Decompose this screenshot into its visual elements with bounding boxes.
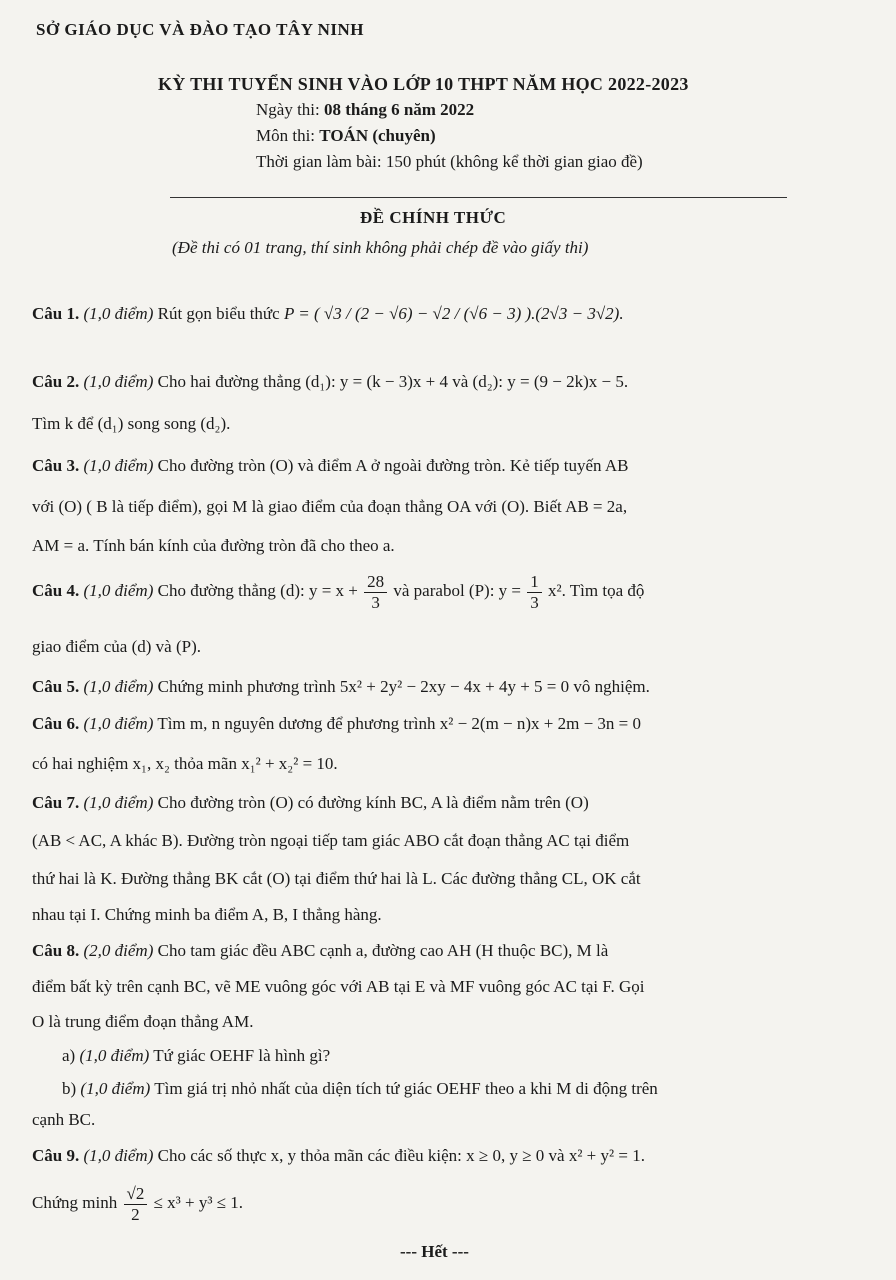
question-8a-text: Tứ giác OEHF là hình gì? (153, 1046, 331, 1065)
exam-date-label: Ngày thi: (256, 100, 324, 119)
exam-subject-label: Môn thi: (256, 126, 320, 145)
question-3-line-1: Cho đường tròn (O) và điểm A ở ngoài đường tròn. Kẻ tiếp tuyến AB (157, 456, 629, 475)
question-8a-label: a) (62, 1046, 76, 1065)
question-7-points: (1,0 điểm) (83, 793, 154, 812)
question-2 (32, 372, 628, 392)
question-4 (32, 572, 644, 612)
question-1-math: P = ( √3 / (2 − √6) − √2 / (√6 − 3) ).(2√3 − 3√2). (283, 304, 624, 323)
question-2-line-1: Cho hai đường thẳng (d₁): y = (k − 3)x + 4 và (d₂): y = (9 − 2k)x − 5. (157, 372, 629, 391)
question-8a (62, 1046, 330, 1066)
question-6-line-2: có hai nghiệm x₁, x₂ thỏa mãn x₁² + x₂² = 10. (32, 754, 338, 773)
question-3-line-3: AM = a. Tính bán kính của đường tròn đã cho theo a. (32, 536, 395, 555)
question-2-line-2: Tìm k để (d₁) song song (d₂). (32, 414, 231, 433)
exam-duration: Thời gian làm bài: 150 phút (không kể thời gian giao đề) (256, 152, 643, 171)
fraction-numerator: 1 (527, 572, 542, 593)
question-1 (32, 304, 624, 324)
question-9-points: (1,0 điểm) (83, 1146, 154, 1165)
fraction-1-over-3 (527, 572, 542, 612)
question-8b (62, 1079, 658, 1099)
question-3-label: Câu 3. (32, 456, 80, 475)
question-5-line-1: Chứng minh phương trình 5x² + 2y² − 2xy − 4x + 4y + 5 = 0 vô nghiệm. (157, 677, 650, 696)
fraction-sqrt2-over-2 (124, 1184, 148, 1224)
question-8-line-1: Cho tam giác đều ABC cạnh a, đường cao AH (H thuộc BC), M là (157, 941, 609, 960)
header-divider (170, 197, 787, 198)
question-4-line-2: giao điểm của (d) và (P). (32, 637, 201, 656)
question-8-label: Câu 8. (32, 941, 80, 960)
question-8b-line-2: cạnh BC. (32, 1110, 96, 1129)
question-3 (32, 456, 628, 476)
question-8b-text: Tìm giá trị nhỏ nhất của diện tích tứ giác OEHF theo a khi M di động trên (154, 1079, 658, 1098)
question-7-label: Câu 7. (32, 793, 80, 812)
question-4-points: (1,0 điểm) (83, 580, 154, 600)
exam-subject-value: TOÁN (chuyên) (319, 126, 436, 145)
question-4-line-1c: x². Tìm tọa độ (548, 580, 645, 600)
question-5 (32, 677, 650, 697)
question-9-label: Câu 9. (32, 1146, 80, 1165)
exam-date (256, 100, 474, 120)
question-8-line-2: điểm bất kỳ trên cạnh BC, vẽ ME vuông góc với AB tại E và MF vuông góc AC tại F. Gọi (32, 977, 645, 996)
question-6 (32, 714, 641, 734)
end-marker: --- Hết --- (400, 1242, 469, 1261)
question-4-line-1a: Cho đường thẳng (d): y = x + (157, 580, 358, 600)
question-4-line-1b: và parabol (P): y = (393, 580, 521, 600)
question-7-line-2: (AB < AC, A khác B). Đường tròn ngoại tiếp tam giác ABO cắt đoạn thẳng AC tại điểm (32, 831, 630, 850)
question-1-label: Câu 1. (32, 304, 80, 323)
fraction-numerator: √2 (124, 1184, 148, 1205)
question-1-points: (1,0 điểm) (83, 304, 154, 323)
question-8 (32, 941, 608, 961)
fraction-denominator: 3 (371, 592, 380, 612)
question-9-line-2b: ≤ x³ + y³ ≤ 1. (153, 1192, 244, 1212)
question-8b-points: (1,0 điểm) (80, 1079, 151, 1098)
question-9-line-1: Cho các số thực x, y thỏa mãn các điều kiện: x ≥ 0, y ≥ 0 và x² + y² = 1. (157, 1146, 645, 1165)
fraction-numerator: 28 (364, 572, 387, 593)
exam-subject (256, 126, 436, 146)
question-6-label: Câu 6. (32, 714, 80, 733)
question-7-line-4: nhau tại I. Chứng minh ba điểm A, B, I thẳng hàng. (32, 905, 382, 924)
question-2-points: (1,0 điểm) (83, 372, 154, 391)
question-1-text: Rút gọn biểu thức (157, 304, 280, 323)
question-3-points: (1,0 điểm) (83, 456, 154, 475)
question-2-label: Câu 2. (32, 372, 80, 391)
question-6-points: (1,0 điểm) (83, 714, 154, 733)
question-5-label: Câu 5. (32, 677, 80, 696)
question-5-points: (1,0 điểm) (83, 677, 154, 696)
official-label: ĐỀ CHÍNH THỨC (360, 208, 507, 227)
question-9 (32, 1146, 645, 1166)
question-8a-points: (1,0 điểm) (79, 1046, 150, 1065)
exam-title: KỲ THI TUYỂN SINH VÀO LỚP 10 THPT NĂM HỌC 2022-2023 (158, 74, 689, 94)
question-9-line-2 (32, 1184, 243, 1224)
question-8b-label: b) (62, 1079, 77, 1098)
question-3-line-2: với (O) ( B là tiếp điểm), gọi M là giao điểm của đoạn thẳng OA với (O). Biết AB = 2a, (32, 497, 628, 516)
agency-name: SỞ GIÁO DỤC VÀ ĐÀO TẠO TÂY NINH (36, 20, 364, 39)
fraction-denominator: 2 (131, 1204, 140, 1224)
fraction-denominator: 3 (530, 592, 539, 612)
question-7-line-3: thứ hai là K. Đường thẳng BK cắt (O) tại điểm thứ hai là L. Các đường thẳng CL, OK cắt (32, 869, 641, 888)
exam-note: (Đề thi có 01 trang, thí sinh không phải chép đề vào giấy thi) (172, 238, 589, 257)
question-8-points: (2,0 điểm) (83, 941, 154, 960)
question-7-line-1: Cho đường tròn (O) có đường kính BC, A là điểm nằm trên (O) (157, 793, 589, 812)
question-9-line-2a: Chứng minh (32, 1192, 118, 1212)
question-7 (32, 793, 589, 813)
fraction-28-over-3 (364, 572, 387, 612)
question-4-label: Câu 4. (32, 580, 80, 600)
question-6-line-1: Tìm m, n nguyên dương để phương trình x² − 2(m − n)x + 2m − 3n = 0 (157, 714, 642, 733)
question-8-line-3: O là trung điểm đoạn thẳng AM. (32, 1012, 254, 1031)
exam-date-value: 08 tháng 6 năm 2022 (324, 100, 475, 119)
